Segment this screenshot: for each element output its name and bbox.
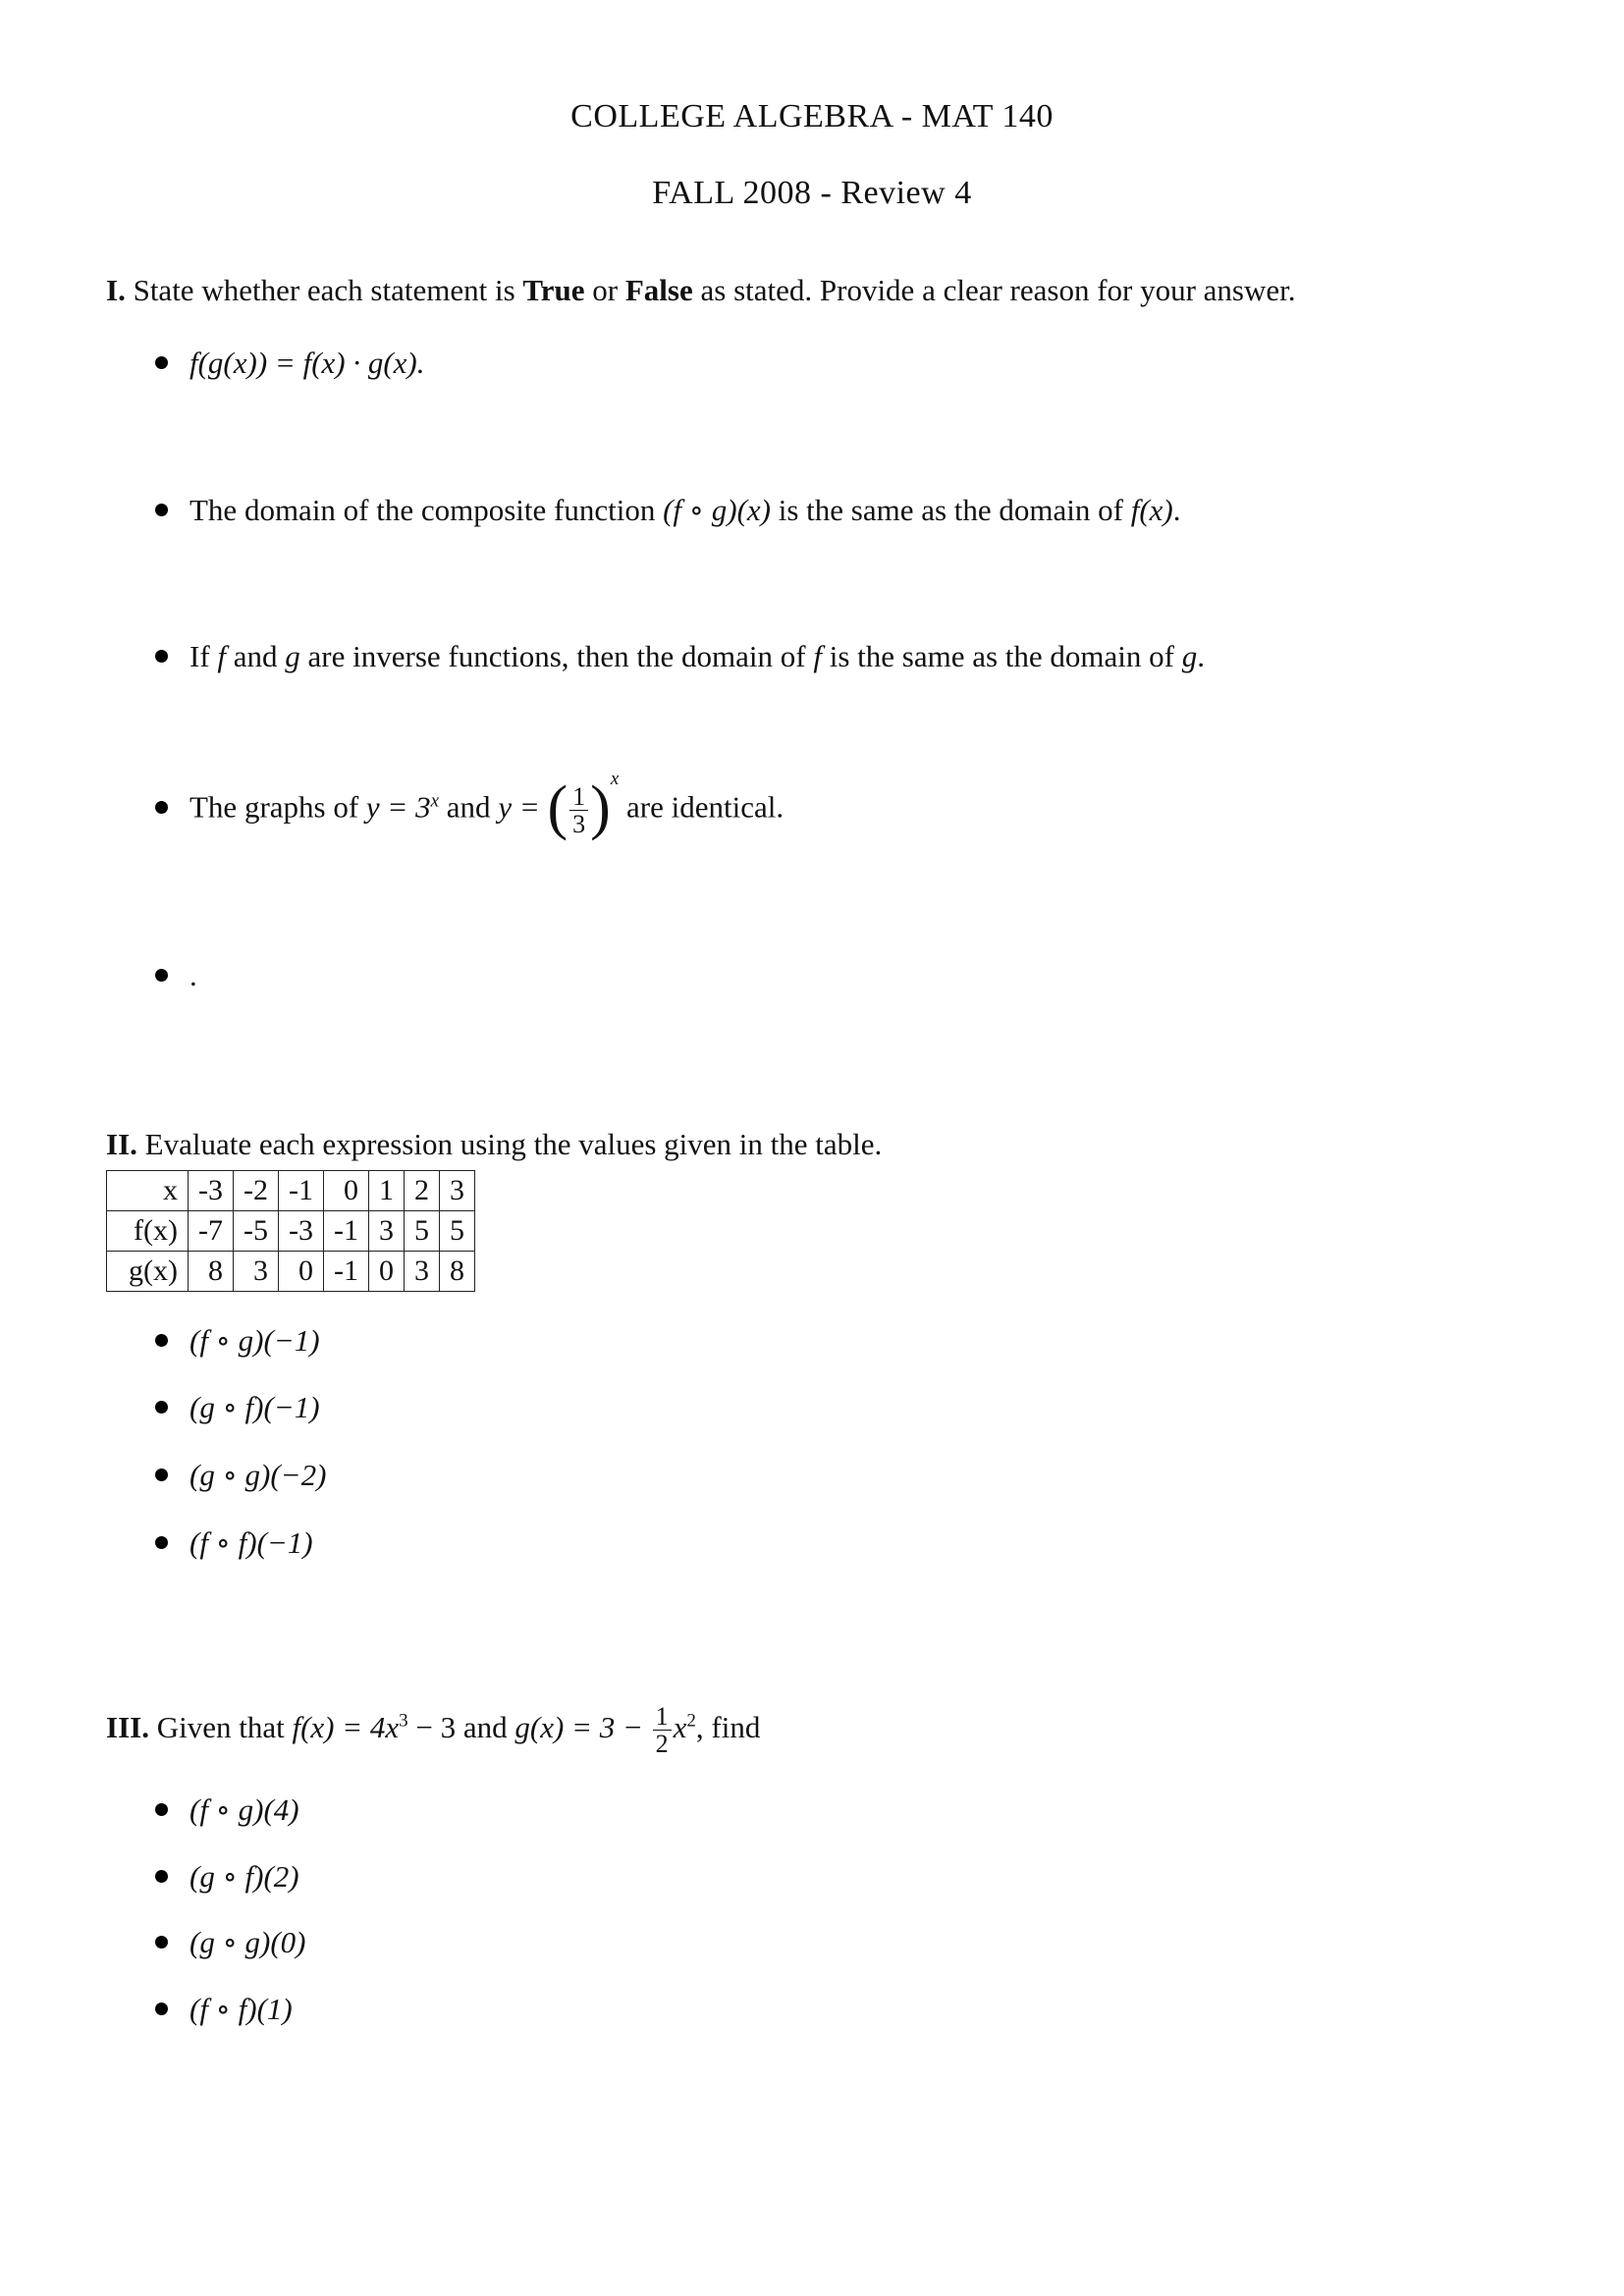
values-table bbox=[106, 1170, 475, 1292]
false-word: False bbox=[624, 273, 693, 307]
bullet-icon bbox=[155, 1536, 168, 1549]
statement-5 bbox=[155, 958, 197, 993]
statement-3 bbox=[155, 639, 1205, 674]
statement-text: . bbox=[1197, 639, 1205, 673]
statement-text: are identical. bbox=[619, 789, 785, 825]
review-title: FALL 2008 - Review 4 bbox=[652, 175, 972, 211]
g-definition: g(x) = 3 − bbox=[514, 1709, 651, 1744]
intro-text: and bbox=[456, 1709, 515, 1744]
cell: 5 bbox=[440, 1211, 475, 1252]
section-2-number: II. bbox=[106, 1127, 137, 1161]
statement-text: If bbox=[189, 639, 218, 673]
math-var: x bbox=[673, 1709, 687, 1744]
cell: 3 bbox=[369, 1211, 405, 1252]
statement-text: The graphs of bbox=[189, 789, 366, 825]
row-label: f(x) bbox=[107, 1211, 189, 1252]
math-expr: (f ∘ f)(1) bbox=[189, 1992, 293, 2026]
statement-1 bbox=[155, 346, 425, 381]
right-paren: ) bbox=[590, 774, 611, 841]
cell: -1 bbox=[324, 1211, 369, 1252]
math-var: g bbox=[1181, 639, 1198, 673]
row-label: g(x) bbox=[107, 1252, 189, 1292]
math-var: f bbox=[217, 639, 227, 673]
bullet-icon bbox=[155, 1870, 168, 1883]
statement-text: f(g(x)) = f(x) · g(x). bbox=[189, 346, 425, 380]
intro-text: State whether each statement is bbox=[125, 273, 523, 307]
section-2-heading bbox=[106, 1127, 882, 1162]
course-title: COLLEGE ALGEBRA - MAT 140 bbox=[570, 98, 1054, 134]
math-expr: (f ∘ g)(x) bbox=[663, 493, 771, 527]
bullet-icon bbox=[155, 650, 168, 663]
math-expr: (f ∘ g)(4) bbox=[189, 1792, 299, 1827]
cell: -1 bbox=[324, 1252, 369, 1292]
table-row bbox=[107, 1171, 475, 1211]
statement-text: is the same as the domain of bbox=[770, 493, 1131, 527]
math-expr: (f ∘ g)(−1) bbox=[189, 1323, 320, 1358]
section-1-heading bbox=[106, 273, 1296, 308]
statement-4 bbox=[155, 769, 785, 845]
cell: 3 bbox=[234, 1252, 279, 1292]
row-label: x bbox=[107, 1171, 189, 1211]
cell: -3 bbox=[189, 1171, 234, 1211]
statement-2 bbox=[155, 493, 1181, 528]
denominator: 2 bbox=[655, 1730, 669, 1759]
bullet-icon bbox=[155, 1936, 168, 1949]
exponent: x bbox=[610, 769, 620, 790]
numerator: 1 bbox=[569, 783, 588, 811]
exercise-3-4 bbox=[155, 1992, 293, 2027]
math-var: g bbox=[285, 639, 300, 673]
math-expr: y = bbox=[498, 789, 548, 825]
cell: -3 bbox=[279, 1211, 324, 1252]
exercise-3-3 bbox=[155, 1925, 306, 1960]
bullet-icon bbox=[155, 801, 168, 814]
statement-text: . bbox=[1172, 493, 1181, 527]
cell: 3 bbox=[440, 1171, 475, 1211]
fraction bbox=[569, 783, 588, 838]
intro-text: , find bbox=[695, 1709, 761, 1744]
cell: 0 bbox=[369, 1252, 405, 1292]
bullet-icon bbox=[155, 1401, 168, 1414]
cell: 2 bbox=[405, 1171, 440, 1211]
true-word: True bbox=[522, 273, 585, 307]
exponent: 2 bbox=[686, 1710, 696, 1732]
cell: 8 bbox=[440, 1252, 475, 1292]
cell: 1 bbox=[369, 1171, 405, 1211]
statement-text: . bbox=[189, 958, 197, 992]
statement-text: is the same as the domain of bbox=[821, 639, 1182, 673]
bullet-icon bbox=[155, 1334, 168, 1347]
bullet-icon bbox=[155, 356, 168, 369]
math-expr: y = 3 bbox=[365, 789, 431, 825]
cell: -5 bbox=[234, 1211, 279, 1252]
bullet-icon bbox=[155, 1803, 168, 1816]
math-expr: (g ∘ f)(2) bbox=[189, 1859, 299, 1894]
cell: -1 bbox=[279, 1171, 324, 1211]
exercise-2-2 bbox=[155, 1390, 320, 1425]
statement-text: and bbox=[226, 639, 286, 673]
bullet-icon bbox=[155, 1468, 168, 1481]
cell: 3 bbox=[405, 1252, 440, 1292]
exercise-2-4 bbox=[155, 1525, 313, 1561]
math-expr: (g ∘ g)(−2) bbox=[189, 1458, 327, 1492]
math-expr: (g ∘ g)(0) bbox=[189, 1925, 306, 1959]
intro-text: Evaluate each expression using the values given in the table. bbox=[136, 1127, 883, 1161]
statement-text: The domain of the composite function bbox=[189, 493, 664, 527]
cell: 8 bbox=[189, 1252, 234, 1292]
cell: 5 bbox=[405, 1211, 440, 1252]
intro-text: or bbox=[584, 273, 625, 307]
intro-text: Given that bbox=[148, 1709, 293, 1744]
cell: 0 bbox=[324, 1171, 369, 1211]
section-3-number: III. bbox=[106, 1709, 149, 1744]
exercise-2-3 bbox=[155, 1458, 326, 1493]
math-var: f bbox=[813, 639, 822, 673]
math-expr: f(x) bbox=[1130, 493, 1173, 527]
statement-text: and bbox=[439, 789, 499, 825]
intro-text: as stated. Provide a clear reason for your answer. bbox=[692, 273, 1296, 307]
cell: -7 bbox=[189, 1211, 234, 1252]
exercise-3-2 bbox=[155, 1859, 299, 1895]
table-row bbox=[107, 1211, 475, 1252]
exercise-3-1 bbox=[155, 1792, 299, 1828]
cell: 0 bbox=[279, 1252, 324, 1292]
math-expr: (f ∘ f)(−1) bbox=[189, 1525, 313, 1560]
exponent: x bbox=[430, 790, 440, 812]
bullet-icon bbox=[155, 504, 168, 516]
statement-text: are inverse functions, then the domain of bbox=[299, 639, 814, 673]
f-definition-tail: − 3 bbox=[407, 1709, 457, 1744]
left-paren: ( bbox=[547, 774, 568, 841]
fraction bbox=[653, 1703, 672, 1758]
f-definition: f(x) = 4x bbox=[292, 1709, 400, 1744]
bullet-icon bbox=[155, 2002, 168, 2015]
exponent: 3 bbox=[399, 1710, 408, 1732]
cell: -2 bbox=[234, 1171, 279, 1211]
section-3-heading bbox=[106, 1703, 760, 1758]
bullet-icon bbox=[155, 969, 168, 982]
denominator: 3 bbox=[572, 810, 586, 838]
exercise-2-1 bbox=[155, 1323, 320, 1359]
table-row bbox=[107, 1252, 475, 1292]
numerator: 1 bbox=[653, 1703, 672, 1731]
math-expr: (g ∘ f)(−1) bbox=[189, 1390, 320, 1424]
section-1-number: I. bbox=[106, 273, 126, 307]
